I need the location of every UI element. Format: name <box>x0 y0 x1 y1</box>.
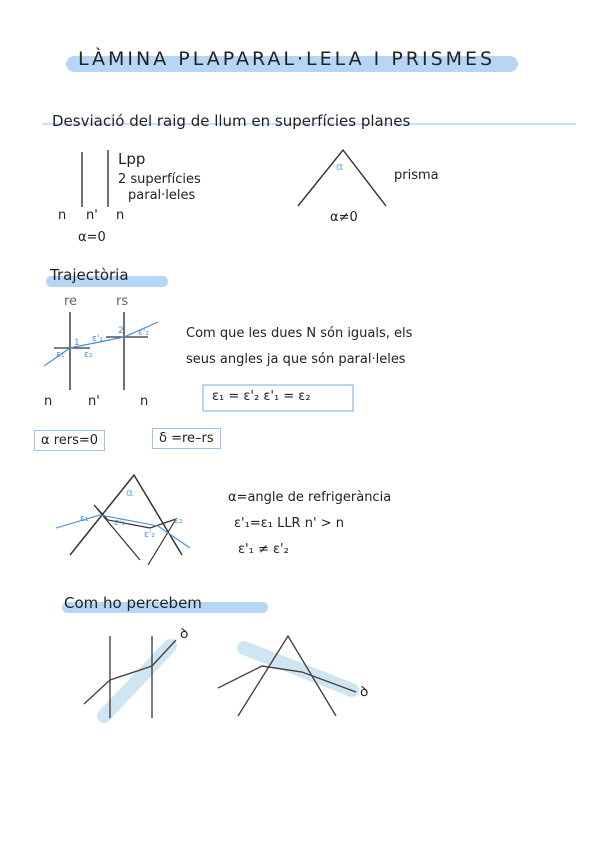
angle-label-e1: ε₁ <box>56 350 65 360</box>
prism-angle-e1p: ε'₁ <box>114 518 125 528</box>
ray-out-label: rs <box>116 294 129 309</box>
lpp-desc-line1: 2 superfícies <box>118 172 201 187</box>
lpp-index-n1: n <box>58 208 67 223</box>
eye-icon-right: ꝺ <box>360 684 369 700</box>
angle-label-e1p: ε'₁ <box>92 334 103 344</box>
perceived-ray-right <box>244 648 352 690</box>
lpp-desc-line2: paral·leles <box>128 188 196 203</box>
delta-box: δ =re–rs <box>152 428 221 449</box>
section1-heading: Desviació del raig de llum en superfícies planes <box>52 112 411 130</box>
lpp-label: Lpp <box>118 150 146 168</box>
prism-angle-e2p: ε'₂ <box>144 530 155 540</box>
prism-large-apex: α <box>126 486 134 499</box>
angle-label-e2p: ε'₂ <box>138 328 149 338</box>
prism-equation2: ε'₁ ≠ ε'₂ <box>238 542 289 557</box>
section4-heading: Com ho percebem <box>64 594 202 612</box>
prism-label: prisma <box>394 168 439 183</box>
lpp-alpha: α=0 <box>78 230 106 245</box>
lpp-index-n2: n' <box>86 208 98 223</box>
angle-label-e2: ε₂ <box>84 350 93 360</box>
angle-label-1: 1 <box>74 338 80 348</box>
prism-definition: α=angle de refrigerància <box>228 490 392 505</box>
traj-index-n1: n <box>44 394 53 409</box>
traj-index-n3: n <box>140 394 149 409</box>
alpha-box: α rers=0 <box>34 430 105 451</box>
traj-index-n2: n' <box>88 394 100 409</box>
eye-icon-left: ꝺ <box>180 626 189 642</box>
prism-normal-left <box>94 505 140 560</box>
angle-label-2: 2 <box>118 326 124 336</box>
prism-angle-e2: ε₂ <box>174 516 183 526</box>
prism-equation1: ε'₁=ε₁ LLR n' > n <box>234 516 344 531</box>
trajectoria-text-line2: seus angles ja que són paral·leles <box>186 352 406 367</box>
prism-sketch <box>298 150 386 206</box>
prism-apex-label: α <box>336 160 344 173</box>
lpp-index-n3: n <box>116 208 125 223</box>
prism-alpha: α≠0 <box>330 210 358 225</box>
section2-heading: Trajectòria <box>50 266 129 284</box>
ray-in-label: re <box>64 294 78 309</box>
prism-normal-right <box>148 519 176 565</box>
trajectoria-text-line1: Com que les dues N són iguals, els <box>186 326 413 341</box>
page-title: LÀMINA PLAPARAL·LELA I PRISMES <box>78 48 496 70</box>
equation-text: ε₁ = ε'₂ ε'₁ = ε₂ <box>212 389 311 404</box>
prism-angle-e1: ε₁ <box>80 514 89 524</box>
